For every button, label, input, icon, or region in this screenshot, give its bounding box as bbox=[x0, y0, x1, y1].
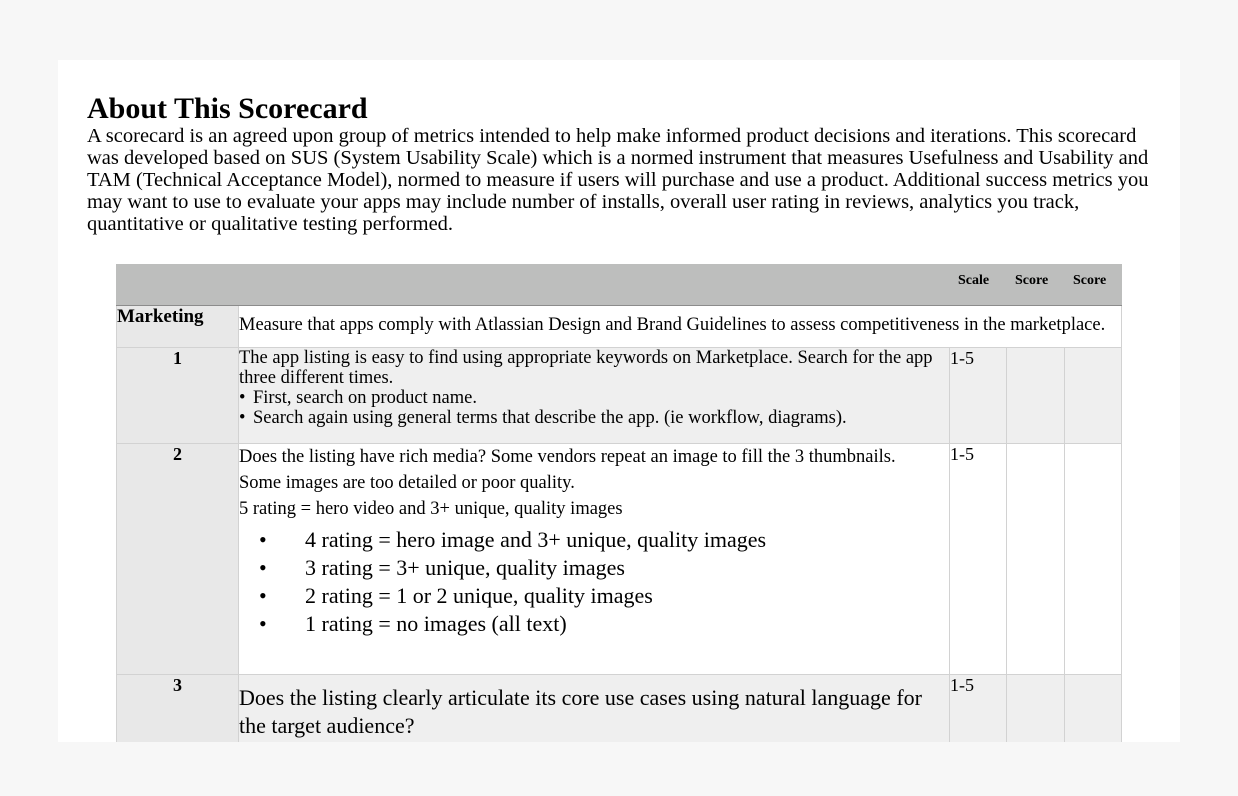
score-cell[interactable] bbox=[1007, 348, 1065, 444]
score-cell[interactable] bbox=[1065, 675, 1122, 743]
row-text: Does the listing have rich media? Some vendors repeat an image to fill the 3 thumbnails. bbox=[239, 447, 896, 467]
row-number: 2 bbox=[117, 444, 239, 675]
header-blank bbox=[117, 265, 950, 306]
row-text: Some images are too detailed or poor quality. bbox=[239, 473, 575, 493]
category-name: Marketing bbox=[117, 306, 239, 348]
row-number: 3 bbox=[117, 675, 239, 743]
header-scale: Scale bbox=[950, 265, 1007, 306]
row-description bbox=[239, 348, 950, 444]
score-cell[interactable] bbox=[1007, 444, 1065, 675]
list-item: • 3 rating = 3+ unique, quality images bbox=[239, 554, 949, 582]
scorecard-table bbox=[116, 264, 1122, 742]
header-score: Score bbox=[1007, 265, 1065, 306]
table-row bbox=[117, 348, 1122, 444]
list-item: • 1 rating = no images (all text) bbox=[239, 610, 949, 638]
bullet-list bbox=[239, 526, 949, 638]
row-text: The app listing is easy to find using appropriate keywords on Marketplace. Search for the app three different times. bbox=[239, 348, 933, 388]
score-cell[interactable] bbox=[1065, 444, 1122, 675]
score-cell[interactable] bbox=[1065, 348, 1122, 444]
list-item: • First, search on product name. bbox=[239, 388, 949, 408]
score-cell[interactable] bbox=[1007, 675, 1065, 743]
document-page bbox=[58, 60, 1180, 742]
list-item: • 4 rating = hero image and 3+ unique, quality images bbox=[239, 526, 949, 554]
bullet-list bbox=[239, 388, 949, 428]
intro-paragraph: A scorecard is an agreed upon group of metrics intended to help make informed product decisions and iterations. This scorecard was developed based on SUS (System Usability Scale) which is a normed instrument that measures Usefulness and Usability and TAM (Technical Acceptance Model), normed to measure if users will purchase and use a product. Additional success metrics you may want to use to evaluate your apps may include number of installs, overall user rating in reviews, analytics you track, quantitative or qualitative testing performed. bbox=[87, 125, 1149, 235]
table-row bbox=[117, 444, 1122, 675]
list-item: • 2 rating = 1 or 2 unique, quality images bbox=[239, 582, 949, 610]
row-text: 5 rating = hero video and 3+ unique, quality images bbox=[239, 499, 623, 519]
list-item: • Search again using general terms that describe the app. (ie workflow, diagrams). bbox=[239, 408, 949, 428]
row-description bbox=[239, 444, 950, 675]
category-row bbox=[117, 306, 1122, 348]
table-header-row bbox=[117, 265, 1122, 306]
header-score: Score bbox=[1065, 265, 1122, 306]
row-description: Does the listing clearly articulate its core use cases using natural language for the target audience? bbox=[239, 675, 950, 743]
row-scale: 1-5 bbox=[950, 348, 1007, 444]
page-title: About This Scorecard bbox=[87, 92, 368, 125]
row-number: 1 bbox=[117, 348, 239, 444]
category-description: Measure that apps comply with Atlassian Design and Brand Guidelines to assess competitiveness in the marketplace. bbox=[239, 306, 1122, 348]
row-scale: 1-5 bbox=[950, 444, 1007, 675]
table-row bbox=[117, 675, 1122, 743]
row-scale: 1-5 bbox=[950, 675, 1007, 743]
